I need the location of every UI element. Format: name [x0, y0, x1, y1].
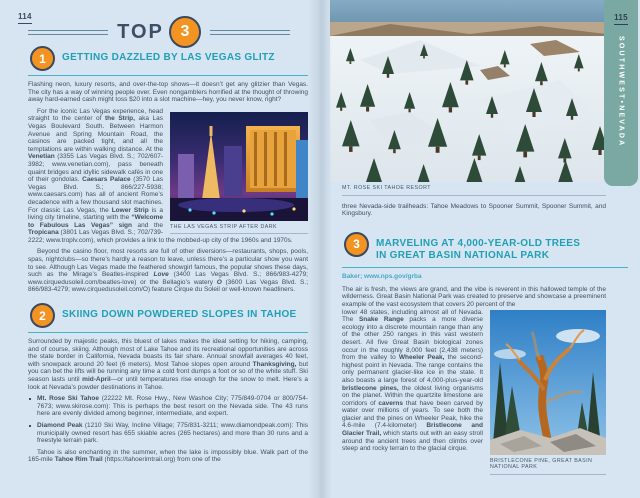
section1-number-badge: 1: [30, 46, 55, 71]
section2-title: SKIING DOWN POWDERED SLOPES IN TAHOE: [62, 309, 297, 321]
section1-paragraph-1: Flashing neon, luxury resorts, and over-the-top shows—it doesn’t get any glitzier than Vegas. The city has a way of winning people over. Even nongamblers horrified at the thought of throwing away hard-earned cash might toss $20 into a slot machine—hey, you never know, right?: [28, 81, 308, 104]
tab-vertical-label: [618, 36, 625, 147]
top3-header: [28, 16, 290, 48]
tab-region-label: SOUTHWEST: [617, 36, 625, 101]
section3-link: Baker; www.nps.gov/grba: [342, 272, 422, 280]
bristlecone-figure: [490, 310, 606, 475]
bristlecone-caption: BRISTLECONE PINE, GREAT BASIN NATIONAL PARK: [490, 457, 593, 471]
mt-rose-caption: MT. ROSE SKI TAHOE RESORT: [342, 185, 431, 191]
section1-paragraph-2-wrap: [28, 108, 308, 245]
page-right: [320, 0, 640, 498]
tab-state-label: NEVADA: [617, 105, 625, 148]
page-number-left: 114: [18, 12, 32, 24]
bristlecone-pine-image: [490, 310, 606, 455]
section3-paragraph-b: lower 48 states, including almost all of Nevada. The Snake Range packs a more diverse ecology into a discrete mountain range than any of the other 250 ranges in this vast western desert. All five Great Basin biological zones occur in the roughly 8,000 feet (2,438 meters) from the valley to Wheeler Peak, the second-highest point in Nevada. The range contains the only permanent glacier-like ice in the state. It also boasts a large forest of 4,000-plus-year-old bristlecone pines, the oldest living organisms on the planet. Within the quartzite limestone are corridors of caverns that have been carved by water over millions of years. To see both the glacier and the pines on Wheeler Peak, hike the 4.6-mile (7.4-kilometer) Bristlecone and Glacier Trail, which starts out with an easy stroll around the ancient trees and then climbs over steep and rocky terrain to the glacial cirque.: [342, 308, 483, 453]
top3-word: TOP: [117, 20, 164, 43]
section2-bullet-1: Mt. Rose Ski Tahoe (22222 Mt. Rose Hwy., New Washoe City; 775/849-0704 or 800/754-7673; www.skirose.com): This is perhaps the best resort on the Nevada side. The 43 runs here are evenly divided among beginner, intermediate, and expert.: [28, 395, 308, 418]
section2-bullet-2: Diamond Peak (1210 Ski Way, Incline Village; 775/831-3211; www.diamondpeak.com): This municipally owned resort has 655 skiable acres (265 hectares) and more than 30 runs and a freestyle terrain park.: [28, 422, 308, 445]
section3-header: [342, 232, 628, 268]
page-number-right: 115: [614, 13, 628, 25]
top3-number-badge: 3: [169, 16, 201, 48]
las-vegas-caption: THE LAS VEGAS STRIP AFTER DARK: [170, 223, 278, 230]
top3-rule-right: [210, 30, 290, 35]
section3-title: MARVELING AT 4,000-YEAR-OLD TREES IN GREAT BASIN NATIONAL PARK: [376, 237, 581, 261]
las-vegas-caption-rule: [170, 233, 308, 234]
section2-number-badge: 2: [30, 303, 55, 328]
section3-paragraph-b-wrap: [342, 308, 606, 471]
bristlecone-caption-rule: [490, 474, 606, 475]
section3-number-badge: 3: [344, 232, 369, 257]
left-column: [28, 46, 308, 464]
section2-paragraph-2: Tahoe is also enchanting in the summer, when the lake is impossibly blue. Walk part of the 165-mile Tahoe Rim Trail (https://tahoerimtrail.org) from one of the: [28, 448, 308, 464]
section1-title: GETTING DAZZLED BY LAS VEGAS GLITZ: [62, 52, 275, 63]
section1-paragraph-3: Beyond the casino floor, most resorts are full of other diversions—restaurants, shops, pools, spas, nightclubs—so there’s hardly a reason to leave, unless there’s a particular show you want to see. Although Las Vegas made the feathered showgirl famous, the popular shows these days, such as the Mirage’s Beatles-inspired Love (3400 Las Vegas Blvd. S.; 866/983-4279; www.cirquedusoleil.com/beatles-love) or the Bellagio’s watery O (3600 Las Vegas Blvd. S.; 866/983-4279; www.cirquedusoleil.com/O) feature Cirque du Soleil or well-known headliners.: [28, 248, 308, 294]
right-intro-paragraph: three Nevada-side trailheads: Tahoe Meadows to Spooner Summit, Spooner Summit, and Kingsbury.: [342, 202, 606, 218]
mt-rose-figure: [330, 0, 630, 196]
section2-header: [28, 303, 308, 333]
right-column: [330, 0, 630, 477]
las-vegas-strip-image: [170, 112, 308, 221]
section2-paragraph-1: Surrounded by majestic peaks, this bluest of lakes makes the ideal setting for hiking, camping, and of course, skiing. Although most of Lake Tahoe and its recreational opportunities are across the state border in California, Nevada boasts its fair share. Annual snowfall averages 40 feet, with snowpack around 20 feet (6 meters). Most Tahoe slopes open around Thanksgiving, but you can bet the lifts will be running any time a cold front dumps a foot or so of the white stuff. Ski season lasts until mid-April—or until temperatures rise enough for the snow to melt. Here’s a look at Nevada’s powder destinations in Tahoe.: [28, 338, 309, 391]
section3-paragraph-a: The air is fresh, the views are grand, and the vibe is reverent in this hallowed temple of the wilderness. Great Basin National Park was created to preserve and showcase a preeminent example of the vast ecosystem that covers 20 percent of the: [342, 285, 606, 308]
top3-rule-left: [28, 30, 108, 35]
section-tab-southwest-nevada: [604, 0, 638, 186]
tab-separator-dot: •: [617, 100, 625, 106]
section1-paragraph-2: For the iconic Las Vegas experience, head straight to the center of the Strip, aka Las Vegas Boulevard South. Between Harmon Avenue and Spring Mountain Road, the casinos are packed tight, and all the temptations are within walking distance. At the Venetian (3355 Las Vegas Blvd. S.; 702/607-3982; www.venetian.com), pass beneath quaint bridges and idyllic sidewalk cafés in one of their gondolas. Caesars Palace (3570 Las Vegas Blvd. S.; 866/227-5938; www.caesars.com) has all of ancient Rome’s decadence with a few thousand slot machines. For classic Las Vegas, the Lower Strip is a living city timeline, starting with the “Welcome to Fabulous Las Vegas” sign and the Tropicana (3801 Las Vegas Blvd. S.; 702/739-2222; www.troplv.com), which provides a link to the mobbed-up city of the 1960s and 1970s.: [28, 107, 293, 244]
mt-rose-ski-resort-image: [330, 0, 606, 182]
section1-header: [28, 46, 308, 76]
mt-rose-caption-rule: [342, 195, 606, 196]
las-vegas-figure: [170, 112, 308, 235]
